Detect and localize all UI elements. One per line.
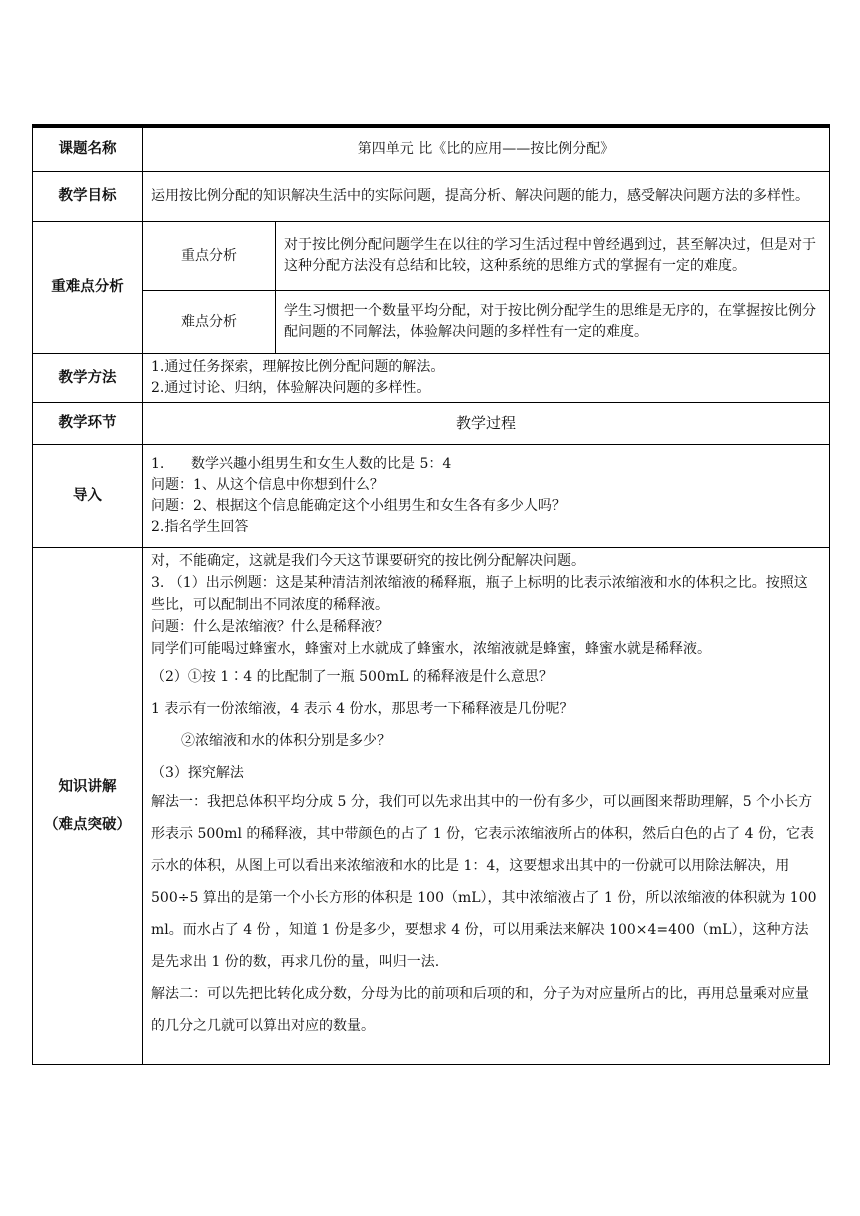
method-line-2: 2.通过讨论、归纳，体验解决问题的多样性。 xyxy=(151,380,431,396)
intro-line-2: 问题：1、从这个信息中你想到什么？ xyxy=(151,477,384,493)
intro-line-4: 2.指名学生回答 xyxy=(151,519,249,535)
analysis-label: 重难点分析 xyxy=(33,222,143,354)
knowledge-p10: 解法二：可以先把比转化成分数，分母为比的前项和后项的和，分子为对应量所占的比，再用总量乘对应量的几分之几就可以算出对应的数量。 xyxy=(151,986,809,1034)
objective-row xyxy=(33,172,830,222)
knowledge-row xyxy=(33,548,830,1065)
knowledge-sublabel: （难点突破） xyxy=(44,817,131,833)
knowledge-p8: （3）探究解法 xyxy=(151,765,244,781)
intro-line-3: 问题：2、根据这个信息能确定这个小组男生和女生各有多少人吗？ xyxy=(151,498,566,514)
knowledge-p3: 问题：什么是浓缩液？什么是稀释液？ xyxy=(151,619,389,635)
knowledge-cell xyxy=(143,548,830,1065)
knowledge-p6: 1 表示有一份浓缩液，4 表示 4 份水，那思考一下稀释液是几份呢？ xyxy=(151,701,574,717)
difficult-analysis-text: 学生习惯把一个数量平均分配，对于按比例分配学生的思维是无序的，在掌握按比例分配问题的不同解法，体验解决问题的多样性有一定的难度。 xyxy=(276,291,830,354)
objective-label: 教学目标 xyxy=(33,172,143,222)
process-title: 教学过程 xyxy=(143,403,830,445)
intro-row xyxy=(33,445,830,548)
lesson-plan-table xyxy=(32,127,829,1065)
knowledge-label: 知识讲解 xyxy=(58,779,117,795)
method-line-1: 1.通过任务探索，理解按比例分配问题的解法。 xyxy=(151,359,445,375)
difficult-analysis-label: 难点分析 xyxy=(143,291,276,354)
knowledge-p7: ②浓缩液和水的体积分别是多少？ xyxy=(181,733,391,749)
method-cell xyxy=(143,354,830,403)
title-row xyxy=(33,128,830,172)
lesson-title: 第四单元 比《比的应用——按比例分配》 xyxy=(143,128,830,172)
intro-label: 导入 xyxy=(33,445,143,548)
knowledge-label-cell xyxy=(33,548,143,1065)
intro-cell xyxy=(143,445,830,548)
method-label: 教学方法 xyxy=(33,354,143,403)
knowledge-p2: 3. （1）出示例题：这是某种清洁剂浓缩液的稀释瓶，瓶子上标明的比表示浓缩液和水的体积之比。按照这些比，可以配制出不同浓度的稀释液。 xyxy=(151,575,808,613)
process-stage-label: 教学环节 xyxy=(33,403,143,445)
knowledge-p5: （2）①按 1∶4 的比配制了一瓶 500mL 的稀释液是什么意思？ xyxy=(151,669,553,685)
difficult-analysis-row xyxy=(33,291,830,354)
key-analysis-label: 重点分析 xyxy=(143,222,276,291)
key-analysis-row xyxy=(33,222,830,291)
key-analysis-text: 对于按比例分配问题学生在以往的学习生活过程中曾经遇到过，甚至解决过，但是对于这种分配方法没有总结和比较，这种系统的思维方式的掌握有一定的难度。 xyxy=(276,222,830,291)
knowledge-p4: 同学们可能喝过蜂蜜水，蜂蜜对上水就成了蜂蜜水，浓缩液就是蜂蜜，蜂蜜水就是稀释液。 xyxy=(151,641,711,657)
knowledge-p9: 解法一：我把总体积平均分成 5 分，我们可以先求出其中的一份有多少，可以画图来帮助理解，5 个小长方形表示 500ml 的稀释液，其中带颜色的占了 1 份，它表示浓缩液所占的体积，然后白色的占了 4 份，它表示水的体积，从图上可以看出来浓缩液和水的比是 1：4，这要想求出其中的一份就可以用除法解决，用 500÷5 算出的是第一个小长方形的体积是 100（mL），其中浓缩液占了 1 份，所以浓缩液的体积就为 100 ml。而水占了 4 份 ，知道 1 份是多少，要想求 4 份，可以用乘法来解决 100×4=400（mL），这种方法是先求出 1 份的数，再求几份的量，叫归一法. xyxy=(151,794,817,970)
knowledge-p1: 对，不能确定，这就是我们今天这节课要研究的按比例分配解决问题。 xyxy=(151,553,585,569)
process-header-row xyxy=(33,403,830,445)
objective-text: 运用按比例分配的知识解决生活中的实际问题，提高分析、解决问题的能力，感受解决问题方法的多样性。 xyxy=(143,172,830,222)
title-label: 课题名称 xyxy=(33,128,143,172)
intro-line-1: 1. 数学兴趣小组男生和女生人数的比是 5：4 xyxy=(151,456,452,472)
method-row xyxy=(33,354,830,403)
